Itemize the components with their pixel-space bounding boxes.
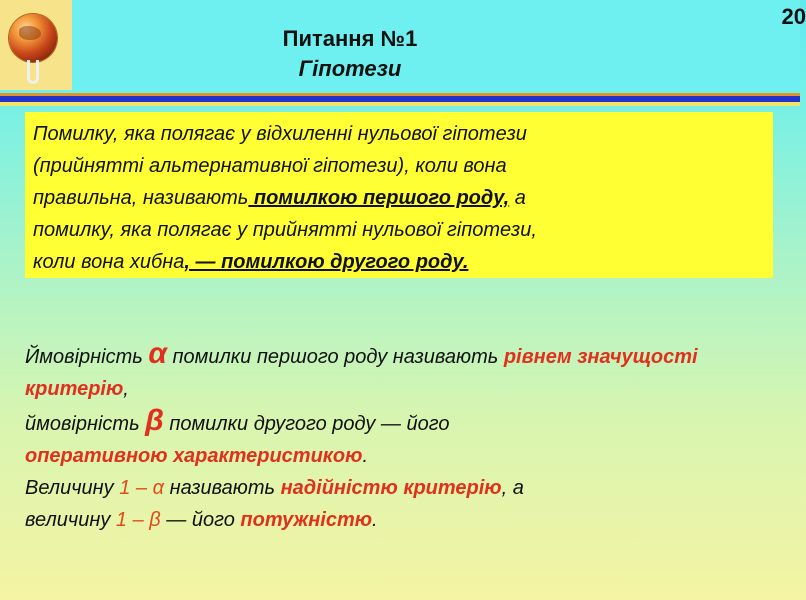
text: величину <box>25 509 116 531</box>
globe-logo <box>0 0 72 90</box>
type-one-error-term: помилкою першого роду, <box>248 187 510 209</box>
text: помилки першого роду називають <box>166 346 504 368</box>
definition-text: коли вона хибна <box>33 251 185 273</box>
text: Ймовірність <box>25 346 149 368</box>
text: . <box>362 445 368 467</box>
operating-characteristic-term: оперативною характеристикою <box>25 445 363 467</box>
text: , <box>123 378 129 400</box>
text: Величину <box>25 477 120 499</box>
alpha-symbol: α <box>148 337 167 370</box>
slide-title-block <box>230 24 470 84</box>
slide-subtitle: Гіпотези <box>298 56 402 81</box>
one-minus-alpha: 1 – α <box>119 477 165 499</box>
reliability-term: надійністю критерію <box>280 477 502 499</box>
main-text <box>25 338 785 536</box>
globe-icon <box>9 14 57 62</box>
page-number: 20 <box>781 4 806 29</box>
divider-yellow <box>0 102 800 106</box>
one-minus-beta: 1 – β <box>115 509 161 531</box>
definition-box <box>25 112 773 278</box>
paragraph-beta <box>25 405 785 472</box>
type-two-error-term: , — помилкою другого роду. <box>184 251 469 273</box>
paragraph-power <box>25 504 785 536</box>
text: помилки другого роду — його <box>163 413 450 435</box>
paragraph-reliability <box>25 472 785 504</box>
slide-title: Питання №1 <box>282 26 418 51</box>
definition-text: правильна, називають <box>33 187 249 209</box>
significance-level-term: рівнем значущості критерію <box>25 346 698 400</box>
text: . <box>372 509 378 531</box>
definition-line <box>33 246 765 278</box>
beta-symbol: β <box>145 404 164 437</box>
definition-line: Помилку, яка полягає у відхиленні нульової гіпотези <box>33 123 527 145</box>
definition-line: помилку, яка полягає у прийнятті нульової гіпотези, <box>33 219 537 241</box>
definition-text: а <box>509 187 526 209</box>
text: називають <box>164 477 281 499</box>
text: ймовірність <box>25 413 146 435</box>
definition-line <box>33 182 765 214</box>
power-term: потужністю <box>240 509 373 531</box>
text: — його <box>160 509 241 531</box>
globe-stand-icon <box>27 60 39 84</box>
definition-line: (прийнятті альтернативної гіпотези), коли вона <box>33 155 507 177</box>
paragraph-alpha <box>25 338 785 405</box>
text: , а <box>501 477 524 499</box>
